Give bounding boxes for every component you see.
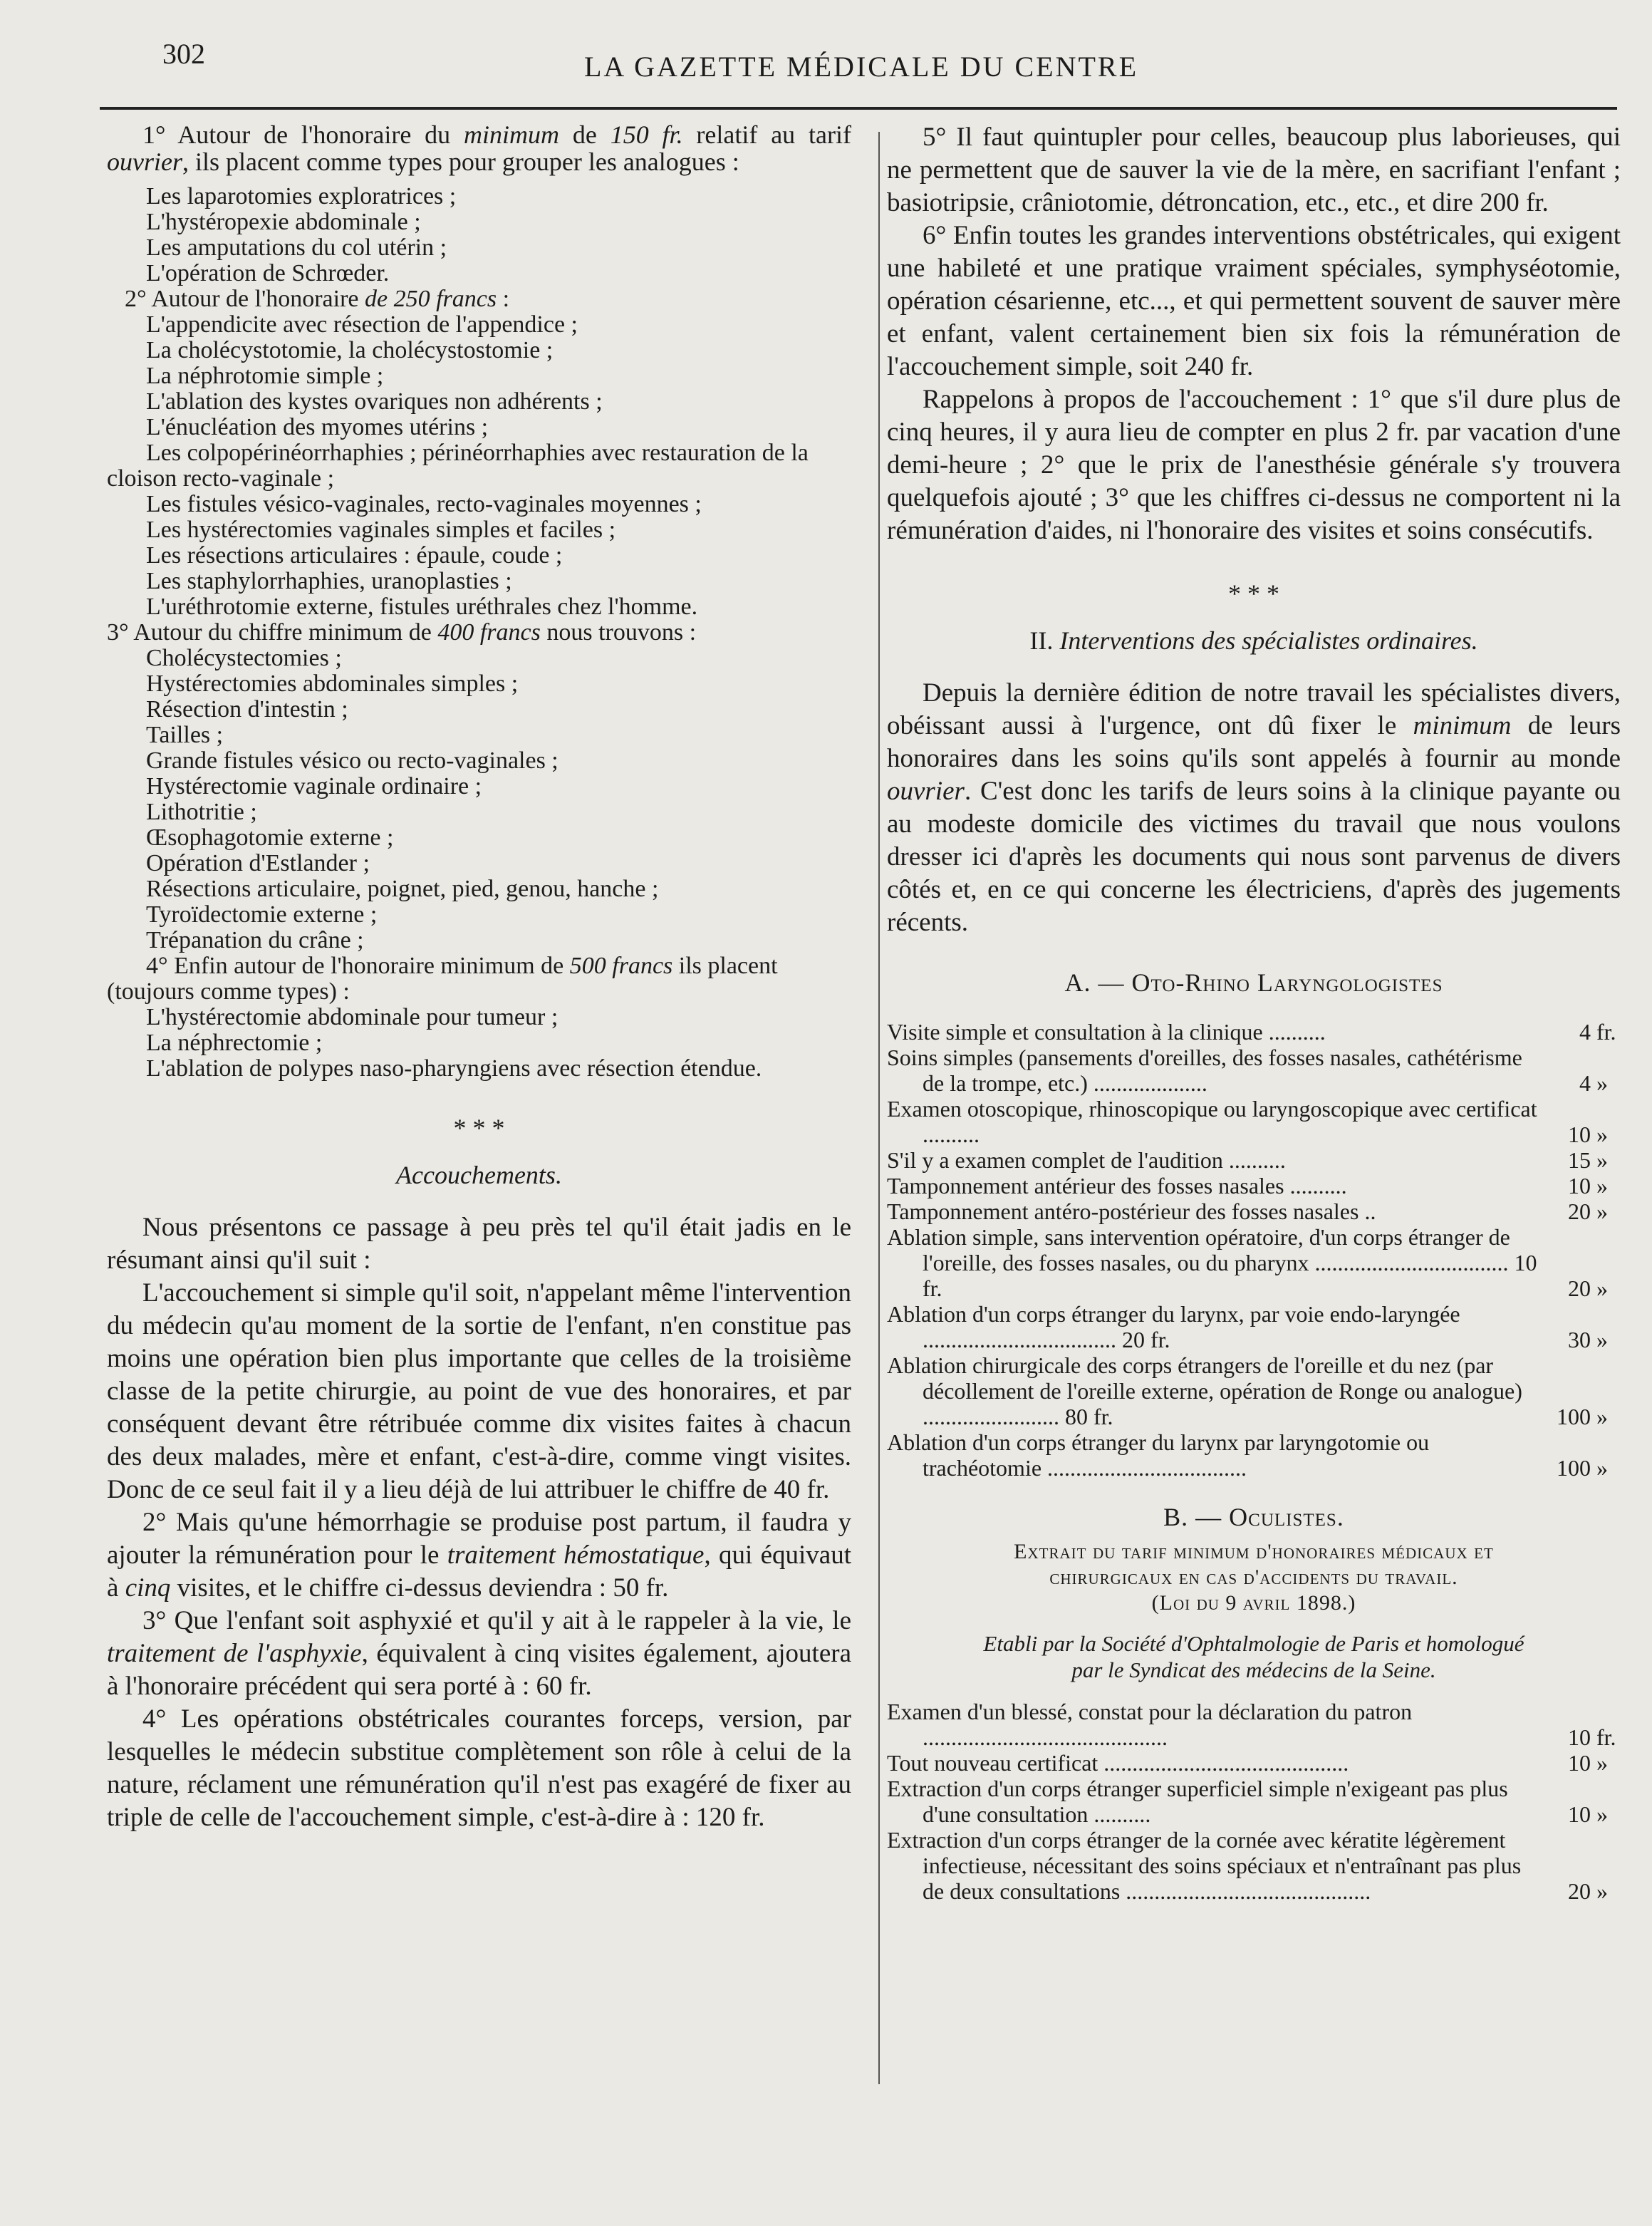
fee-unit: » — [1596, 1750, 1608, 1776]
fee-row — [887, 1045, 1621, 1096]
fee-amount: 30 — [1568, 1327, 1591, 1352]
fee-description: Extraction d'un corps étranger superficiel simple n'exigeant pas plus d'une consultation .......... — [887, 1776, 1508, 1827]
list-item: Trépanation du crâne ; — [146, 927, 364, 953]
list-item: L'énucléation des myomes utérins ; — [146, 414, 489, 440]
fee-unit: » — [1596, 1801, 1608, 1827]
fee-row — [887, 1750, 1621, 1776]
fee-row — [887, 1224, 1621, 1301]
list-item: Œsophagotomie externe ; — [146, 824, 394, 851]
list-item: Les amputations du col utérin ; — [146, 234, 447, 261]
list-item: La néphrectomie ; — [146, 1030, 323, 1056]
section-stars: * * * — [1228, 579, 1279, 608]
fee-row — [887, 1699, 1621, 1750]
fee-table-oto-rhino — [887, 1019, 1621, 1481]
group4-list — [107, 1005, 851, 1082]
fee-amount: 20 — [1568, 1199, 1591, 1224]
group3-intro: 3° Autour du chiffre minimum de 400 francs nous trouvons : — [107, 619, 697, 646]
list-item: Résections articulaire, poignet, pied, genou, hanche ; — [146, 876, 659, 902]
fee-description: Ablation chirurgicale des corps étrangers de l'oreille et du nez (par décollement de l'oreille externe, opération de Ronge ou analogue) ........................ 80 fr. — [887, 1352, 1522, 1429]
fee-row — [887, 1019, 1621, 1045]
fee-row — [887, 1827, 1621, 1904]
fee-amount: 20 — [1568, 1878, 1591, 1904]
fee-amount: 10 — [1568, 1173, 1591, 1199]
fee-amount: 20 — [1568, 1275, 1591, 1301]
group2-intro: 2° Autour de l'honoraire de 250 francs : — [125, 286, 510, 312]
right-column — [887, 121, 1621, 1904]
list-item: Les colpopérinéorrhaphies ; périnéorrhaphies avec restauration de la cloison recto-vaginale ; — [107, 440, 809, 492]
fee-unit: » — [1596, 1070, 1608, 1096]
fee-unit: » — [1596, 1404, 1608, 1429]
fee-amount: 15 — [1568, 1147, 1591, 1173]
fee-row — [887, 1173, 1621, 1199]
section-heading-oculistes: B. — Oculistes. — [1163, 1503, 1344, 1531]
fee-unit: » — [1596, 1878, 1608, 1904]
paragraph: L'accouchement si simple qu'il soit, n'appelant même l'intervention du médecin qu'au moment de la sortie de l'enfant, n'en constitue pas moins une opération bien plus importante que celles de la troisième classe de la petite chirurgie, au point de vue des honoraires, et par conséquent devant être rétribuée comme dix visites faites à chacun des deux malades, mère et enfant, c'est-à-dire, comme vingt visites. Donc de ce seul fait il y a lieu déjà de lui attribuer le chiffre de 40 fr. — [107, 1278, 851, 1504]
paragraph: 6° Enfin toutes les grandes interventions obstétricales, qui exigent une habileté et une pratique vraiment spéciales, symphyséotomie, opération césarienne, etc..., et qui permettent souvent de sauver mère et enfant, valent certainement bien six fois la rémunération de l'accouchement simple, soit 240 fr. — [887, 221, 1621, 381]
fee-amount: 10 — [1568, 1801, 1591, 1827]
header-rule — [100, 107, 1617, 110]
fee-amount: 10 — [1568, 1750, 1591, 1776]
fee-amount: 10 — [1568, 1724, 1591, 1750]
section-subheading: Extrait du tarif minimum d'honoraires médicaux et — [1014, 1540, 1494, 1563]
list-item: Grande fistules vésico ou recto-vaginales ; — [146, 747, 559, 774]
paragraph: 2° Mais qu'une hémorrhagie se produise post partum, il faudra y ajouter la rémunération pour le traitement hémostatique, qui équivaut à cinq visites, et le chiffre ci-dessus deviendra : 50 fr. — [107, 1508, 852, 1603]
left-column — [107, 121, 851, 1834]
fee-description: Ablation d'un corps étranger du larynx, par voie endo-laryngée .................................. 20 fr. — [887, 1301, 1460, 1352]
paragraph: Rappelons à propos de l'accouchement : 1° que s'il dure plus de cinq heures, il y aura lieu de compter en plus 2 fr. par vacation d'une demi-heure ; 2° que le prix de l'anesthésie générale s'y trouvera quelquefois ajouté ; 3° que les chiffres ci-dessus ne comportent ni la rémunération d'aides, ni l'honoraire des visites et soins consécutifs. — [887, 385, 1621, 545]
fee-unit: » — [1596, 1147, 1608, 1173]
list-item: L'ablation des kystes ovariques non adhérents ; — [146, 388, 603, 415]
fee-amount: 100 — [1557, 1455, 1591, 1481]
fee-unit: » — [1596, 1122, 1608, 1147]
list-item: Résection d'intestin ; — [146, 696, 348, 723]
fee-unit: » — [1596, 1455, 1608, 1481]
fee-unit: » — [1596, 1327, 1608, 1352]
fee-unit: » — [1596, 1199, 1608, 1224]
section-title-specialistes: II. Interventions des spécialistes ordinaires. — [1029, 626, 1478, 655]
paragraph: Depuis la dernière édition de notre travail les spécialistes divers, obéissant aussi à l'urgence, ont dû fixer le minimum de leurs honoraires dans les soins qu'ils sont appelés à fournir au monde ouvrier. C'est donc les tarifs de leurs soins à la clinique payante ou au modeste domicile des victimes du travail que nous voulons dresser ici d'après les documents qui nous sont parvenus de divers côtés et, en ce qui concerne les électriciens, d'après des jugements récents. — [887, 678, 1621, 937]
fee-amount: 4 — [1579, 1019, 1591, 1045]
fee-table-oculistes — [887, 1699, 1621, 1904]
paragraph: Nous présentons ce passage à peu près tel qu'il était jadis en le résumant ainsi qu'il suit : — [107, 1213, 851, 1275]
column-divider — [878, 132, 880, 2084]
list-item: Tailles ; — [146, 722, 224, 748]
list-item: Les hystérectomies vaginales simples et faciles ; — [146, 517, 616, 543]
list-item: L'ablation de polypes naso-pharyngiens avec résection étendue. — [146, 1055, 762, 1082]
group1-list — [107, 184, 851, 286]
fee-description: Ablation d'un corps étranger du larynx par laryngotomie ou trachéotomie ................................... — [887, 1429, 1430, 1481]
fee-description: S'il y a examen complet de l'audition .......... — [887, 1147, 1286, 1173]
fee-unit: fr. — [1596, 1019, 1616, 1045]
fee-description: Visite simple et consultation à la clinique .......... — [887, 1019, 1326, 1045]
list-item: Hystérectomies abdominales simples ; — [146, 671, 519, 697]
fee-unit: » — [1596, 1275, 1608, 1301]
paragraph: 3° Que l'enfant soit asphyxié et qu'il y ait à le rappeler à la vie, le traitement de l'asphyxie, équivalent à cinq visites également, ajoutera à l'honoraire précédent qui sera porté à : 60 fr. — [107, 1606, 851, 1701]
section-subheading: chirurgicaux en cas d'accidents du travail. — [1049, 1565, 1458, 1589]
fee-description: Extraction d'un corps étranger de la cornée avec kératite légèrement infectieuse, nécessitant des soins spéciaux et n'entraînant pas plus de deux consultations ........................................... — [887, 1827, 1522, 1904]
fee-description: Soins simples (pansements d'oreilles, des fosses nasales, cathétérisme de la trompe, etc.) .................... — [887, 1045, 1522, 1096]
fee-description: Ablation simple, sans intervention opératoire, d'un corps étranger de l'oreille, des fosses nasales, ou du pharynx .................................. 10 fr. — [887, 1224, 1537, 1301]
list-item: La cholécystotomie, la cholécystostomie ; — [146, 337, 554, 363]
fee-description: Tamponnement antéro-postérieur des fosses nasales .. — [887, 1199, 1376, 1224]
list-item: Les laparotomies exploratrices ; — [146, 183, 457, 209]
group3-list — [107, 646, 851, 953]
section-subheading: (Loi du 9 avril 1898.) — [1151, 1591, 1356, 1615]
fee-unit: » — [1596, 1173, 1608, 1199]
fee-description: Tout nouveau certificat ........................................... — [887, 1750, 1349, 1776]
section-title-accouchements: Accouchements. — [396, 1161, 562, 1189]
list-item: Les résections articulaires : épaule, coude ; — [146, 542, 563, 569]
fee-row — [887, 1147, 1621, 1173]
intro-paragraph: 1° Autour de l'honoraire du minimum de 150 fr. relatif au tarif ouvrier, ils placent comme types pour grouper les analogues : — [107, 120, 851, 176]
list-item: Les staphylorrhaphies, uranoplasties ; — [146, 568, 512, 594]
fee-row — [887, 1199, 1621, 1224]
fee-row — [887, 1301, 1621, 1352]
paragraph: 5° Il faut quintupler pour celles, beaucoup plus laborieuses, qui ne permettent que de sauver la vie de la mère, en sacrifiant l'enfant ; basiotripsie, crâniotomie, détroncation, etc., etc., et dire 200 fr. — [887, 123, 1621, 217]
paragraph: 4° Les opérations obstétricales courantes forceps, version, par lesquelles le médecin substitue complètement son rôle à celui de la nature, réclament une rémunération qu'il n'est pas exagéré de fixer au triple de celle de l'accouchement simple, c'est-à-dire à : 120 fr. — [107, 1704, 851, 1832]
fee-unit: fr. — [1596, 1724, 1616, 1750]
list-item: La néphrotomie simple ; — [146, 363, 384, 389]
fee-row — [887, 1096, 1621, 1147]
list-item: L'appendicite avec résection de l'appendice ; — [146, 311, 578, 338]
section-note: Etabli par la Société d'Ophtalmologie de Paris et homologué par le Syndicat des médecins de la Seine. — [983, 1631, 1524, 1682]
page-number: 302 — [162, 38, 205, 70]
section-stars: * * * — [453, 1114, 505, 1142]
list-item: Les fistules vésico-vaginales, recto-vaginales moyennes ; — [146, 491, 702, 517]
fee-row — [887, 1429, 1621, 1481]
list-item: Cholécystectomies ; — [146, 645, 342, 671]
group4-intro: 4° Enfin autour de l'honoraire minimum de 500 francs ils placent (toujours comme types) : — [107, 953, 778, 1005]
fee-description: Tamponnement antérieur des fosses nasales .......... — [887, 1173, 1347, 1199]
fee-amount: 100 — [1557, 1404, 1591, 1429]
list-item: Hystérectomie vaginale ordinaire ; — [146, 773, 482, 799]
list-item: Lithotritie ; — [146, 799, 257, 825]
list-item: Opération d'Estlander ; — [146, 850, 370, 876]
fee-row — [887, 1352, 1621, 1429]
fee-description: Examen d'un blessé, constat pour la déclaration du patron ........................................... — [887, 1699, 1413, 1750]
group2-list — [107, 312, 851, 620]
list-item: L'hystéropexie abdominale ; — [146, 209, 421, 235]
fee-description: Examen otoscopique, rhinoscopique ou laryngoscopique avec certificat .......... — [887, 1096, 1537, 1147]
list-item: Tyroïdectomie externe ; — [146, 901, 378, 928]
list-item: L'opération de Schrœder. — [146, 260, 390, 286]
fee-row — [887, 1776, 1621, 1827]
list-item: L'uréthrotomie externe, fistules uréthrales chez l'homme. — [146, 594, 698, 620]
section-heading-oto-rhino: A. — Oto-Rhino Laryngologistes — [1064, 968, 1443, 997]
fee-amount: 10 — [1568, 1122, 1591, 1147]
running-head: LA GAZETTE MÉDICALE DU CENTRE — [584, 51, 1139, 83]
list-item: L'hystérectomie abdominale pour tumeur ; — [146, 1004, 559, 1030]
fee-amount: 4 — [1579, 1070, 1591, 1096]
